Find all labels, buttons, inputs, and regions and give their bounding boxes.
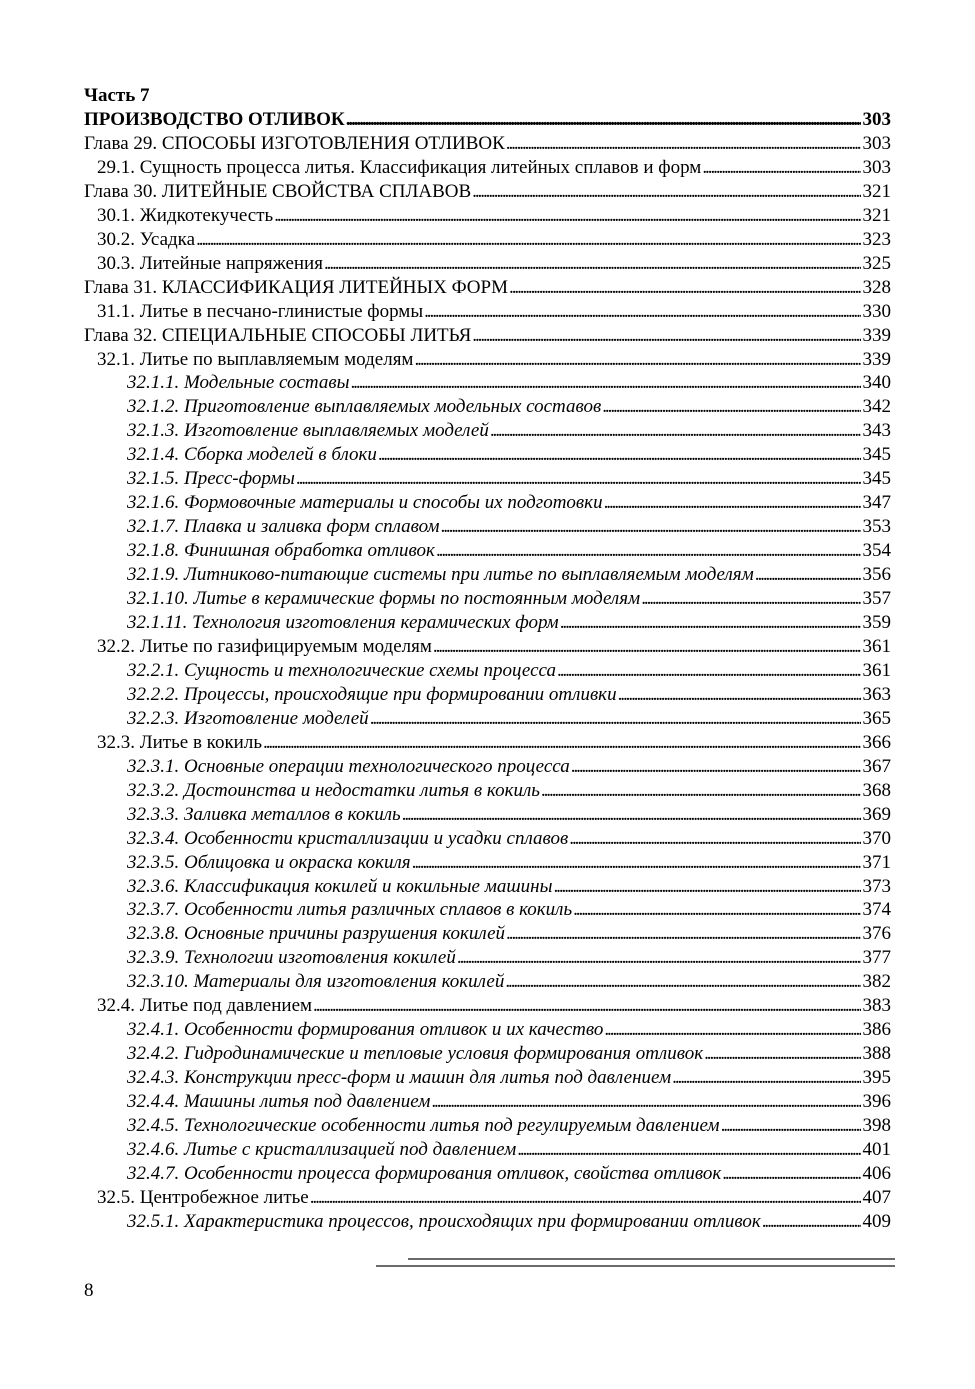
toc-entry-title: 32.4.6. Литье с кристаллизацией под давлением	[127, 1138, 517, 1160]
toc-leader-dots	[196, 228, 860, 252]
toc-entry-page: 401	[862, 1138, 891, 1160]
toc-leader-dots	[755, 563, 861, 587]
toc-leader-dots	[702, 156, 860, 180]
footer-rule-lower	[376, 1265, 895, 1267]
toc-entry-title: 32.1.8. Финишная обработка отливок	[127, 540, 435, 562]
toc-entry-page: 370	[862, 827, 891, 849]
toc-leader-dots	[472, 324, 860, 348]
toc-entry	[84, 1138, 891, 1162]
toc-entry	[84, 132, 891, 156]
toc-entry-page: 371	[862, 851, 891, 873]
toc-leader-dots	[618, 683, 861, 707]
toc-entry-title: 32.1.9. Литниково-питающие системы при литье по выплавляемым моделям	[127, 564, 754, 586]
toc-entry	[84, 539, 891, 563]
toc-entry-title: 30.2. Усадка	[97, 228, 196, 250]
toc-entry-title: 32.4.5. Технологические особенности литья под регулируемым давлением	[127, 1115, 720, 1137]
toc-leader-dots	[509, 276, 861, 300]
toc-entry-page: 342	[862, 396, 891, 418]
toc-entry-page: 366	[862, 731, 891, 753]
toc-entry	[84, 1042, 891, 1066]
toc-entry-title: Глава 31. КЛАССИФИКАЦИЯ ЛИТЕЙНЫХ ФОРМ	[84, 276, 508, 298]
toc-entry-page: 345	[862, 444, 891, 466]
toc-entry-title: 32.4.3. Конструкции пресс-форм и машин для литья под давлением	[127, 1067, 672, 1089]
toc-leader-dots	[412, 851, 861, 875]
toc-entry	[84, 252, 891, 276]
toc-entry	[84, 1210, 891, 1234]
toc-entry	[84, 635, 891, 659]
toc-entry-title: 30.3. Литейные напряжения	[97, 252, 323, 274]
toc-entry	[84, 707, 891, 731]
toc-entry-page: 365	[862, 707, 891, 729]
toc-leader-dots	[310, 1186, 861, 1210]
toc-entry-page: 407	[862, 1186, 891, 1208]
toc-entry	[84, 515, 891, 539]
toc-leader-dots	[424, 300, 860, 324]
toc-leader-dots	[641, 587, 860, 611]
toc-entry-title: 32.3.1. Основные операции технологического процесса	[127, 755, 570, 777]
toc-entry-page: 303	[862, 156, 891, 178]
toc-entry	[84, 970, 891, 994]
toc-leader-dots	[560, 611, 861, 635]
toc-leader-dots	[296, 467, 861, 491]
toc-entry	[84, 371, 891, 395]
toc-entry-title: 32.2.2. Процессы, происходящие при формировании отливки	[127, 683, 617, 705]
toc-entry-title: 32.1.6. Формовочные материалы и способы их подготовки	[127, 492, 603, 514]
toc-leader-dots	[721, 1114, 861, 1138]
toc-entry-title: 32.2. Литье по газифицируемым моделям	[97, 635, 432, 657]
toc-entry-title: 32.3.4. Особенности кристаллизации и усадки сплавов	[127, 827, 569, 849]
toc-entry-title: 32.1.2. Приготовление выплавляемых модельных составов	[127, 396, 602, 418]
toc-leader-dots	[402, 803, 861, 827]
toc-entry-page: 328	[862, 276, 891, 298]
toc-entry-page: 388	[862, 1043, 891, 1065]
toc-entry-title: 32.3.9. Технологии изготовления кокилей	[127, 947, 456, 969]
toc-entry-page: 363	[862, 683, 891, 705]
toc-entry	[84, 827, 891, 851]
toc-entry-page: 376	[862, 923, 891, 945]
toc-entry	[84, 1114, 891, 1138]
toc-leader-dots	[553, 875, 860, 899]
toc-leader-dots	[378, 443, 861, 467]
toc-entry-page: 340	[862, 372, 891, 394]
toc-entry-title: 32.3.6. Классификация кокилей и кокильные машины	[127, 875, 553, 897]
toc-entry	[84, 419, 891, 443]
toc-leader-dots	[602, 395, 860, 419]
toc-entry-title: Глава 29. СПОСОБЫ ИЗГОТОВЛЕНИЯ ОТЛИВОК	[84, 132, 505, 154]
toc-entry	[84, 1186, 891, 1210]
toc-entry-title: ПРОИЗВОДСТВО ОТЛИВОК	[84, 109, 345, 130]
footer-rule-upper	[408, 1258, 895, 1260]
toc-leader-dots	[263, 731, 861, 755]
toc-entry-page: 325	[862, 252, 891, 274]
toc-entry-title: 32.1. Литье по выплавляемым моделям	[97, 348, 414, 370]
toc-leader-dots	[505, 970, 860, 994]
toc-entry-title: 32.3.10. Материалы для изготовления кокилей	[127, 971, 505, 993]
toc-entry-title: 32.5.1. Характеристика процессов, происходящих при формировании отливок	[127, 1210, 761, 1232]
toc-entry-page: 398	[862, 1115, 891, 1137]
toc-leader-dots	[472, 180, 860, 204]
toc-entry	[84, 467, 891, 491]
toc-leader-dots	[541, 779, 861, 803]
toc-entry	[84, 875, 891, 899]
toc-entry	[84, 851, 891, 875]
toc-leader-dots	[436, 539, 861, 563]
toc-entry-title: 32.1.7. Плавка и заливка форм сплавом	[127, 516, 440, 538]
toc-entry-page: 383	[862, 995, 891, 1017]
toc-entry-page: 409	[862, 1210, 891, 1232]
toc-entry-page: 347	[862, 492, 891, 514]
toc-leader-dots	[517, 1138, 860, 1162]
toc-entry	[84, 491, 891, 515]
toc-entry-title: 32.1.11. Технология изготовления керамических форм	[127, 612, 559, 634]
toc-entry-page: 361	[862, 635, 891, 657]
toc-entry-page: 406	[862, 1162, 891, 1184]
toc-leader-dots	[604, 1018, 860, 1042]
toc-entry-page: 361	[862, 659, 891, 681]
toc-leader-dots	[571, 755, 861, 779]
toc-entry	[84, 204, 891, 228]
toc-entry-page: 353	[862, 516, 891, 538]
toc-entry-page: 369	[862, 803, 891, 825]
toc-entry-title: 32.1.10. Литье в керамические формы по постоянным моделям	[127, 588, 641, 610]
toc-leader-dots	[573, 898, 860, 922]
toc-leader-dots	[672, 1066, 860, 1090]
toc-leader-dots	[324, 252, 861, 276]
toc-leader-dots	[457, 946, 861, 970]
toc-entry-page: 386	[862, 1019, 891, 1041]
toc-entry-page: 339	[862, 348, 891, 370]
toc-entry	[84, 803, 891, 827]
toc-entry-page: 339	[862, 324, 891, 346]
toc-entry	[84, 180, 891, 204]
toc-entry-title: 32.1.5. Пресс-формы	[127, 468, 295, 490]
toc-entry-page: 368	[862, 779, 891, 801]
toc-entry-page: 321	[862, 204, 891, 226]
toc-entry	[84, 300, 891, 324]
toc-leader-dots	[704, 1042, 860, 1066]
toc-entry	[84, 443, 891, 467]
toc-leader-dots	[313, 994, 860, 1018]
toc-leader-dots	[370, 707, 861, 731]
toc-entry-title: 30.1. Жидкотекучесть	[97, 204, 274, 226]
toc-entry-page: 382	[862, 971, 891, 993]
toc-entry-title: 32.1.1. Модельные составы	[127, 372, 350, 394]
toc-entry-title: 32.4.2. Гидродинамические и тепловые условия формирования отливок	[127, 1043, 704, 1065]
toc-entry	[84, 1018, 891, 1042]
toc-entry-page: 343	[862, 420, 891, 442]
toc-entry	[84, 324, 891, 348]
toc-entry-title: 32.3.3. Заливка металлов в кокиль	[127, 803, 401, 825]
toc-leader-dots	[346, 108, 861, 132]
toc-entry	[84, 228, 891, 252]
toc-leader-dots	[433, 635, 861, 659]
toc-entry-page: 303	[862, 132, 891, 154]
toc-entry	[84, 1090, 891, 1114]
toc-entry-title: 32.3.7. Особенности литья различных сплавов в кокиль	[127, 899, 573, 921]
toc-entry-title: Глава 32. СПЕЦИАЛЬНЫЕ СПОСОБЫ ЛИТЬЯ	[84, 324, 472, 346]
toc-leader-dots	[414, 348, 860, 372]
toc-entry-page: 321	[862, 180, 891, 202]
toc-entry	[84, 779, 891, 803]
toc-leader-dots	[722, 1162, 860, 1186]
toc-leader-dots	[274, 204, 860, 228]
toc-leader-dots	[762, 1210, 861, 1234]
page-number: 8	[84, 1280, 94, 1301]
toc-entry-title: 32.3. Литье в кокиль	[97, 731, 262, 753]
toc-entry-title: 32.4. Литье под давлением	[97, 995, 313, 1017]
toc-leader-dots	[506, 132, 861, 156]
toc-entry-page: 374	[862, 899, 891, 921]
toc-leader-dots	[506, 922, 860, 946]
toc-entry	[84, 994, 891, 1018]
toc-entry-title: 32.1.4. Сборка моделей в блоки	[127, 444, 377, 466]
toc-entry-page: 354	[862, 540, 891, 562]
toc-entry-page: 395	[862, 1067, 891, 1089]
toc-entry-title: 32.5. Центробежное литье	[97, 1186, 309, 1208]
toc-entry-page: 359	[862, 612, 891, 634]
toc-entry-page: 396	[862, 1091, 891, 1113]
toc-entry-title: 32.2.1. Сущность и технологические схемы процесса	[127, 659, 556, 681]
toc-entry-page: 367	[862, 755, 891, 777]
toc-entry	[84, 731, 891, 755]
toc-entry	[84, 898, 891, 922]
toc-entry-title: Глава 30. ЛИТЕЙНЫЕ СВОЙСТВА СПЛАВОВ	[84, 180, 472, 202]
toc-entry	[84, 1162, 891, 1186]
toc-entry-title: 32.2.3. Изготовление моделей	[127, 707, 369, 729]
toc-leader-dots	[557, 659, 861, 683]
toc-entry-page: 377	[862, 947, 891, 969]
toc-entry	[84, 276, 891, 300]
toc-entry-page: 330	[862, 300, 891, 322]
toc-leader-dots	[431, 1090, 860, 1114]
toc-entry-title: 29.1. Сущность процесса литья. Классификация литейных сплавов и форм	[97, 156, 702, 178]
toc-entry-page: 323	[862, 228, 891, 250]
toc-entry-title: 32.4.4. Машины литья под давлением	[127, 1091, 431, 1113]
toc-entry	[84, 683, 891, 707]
toc-entry-page: 303	[862, 109, 891, 130]
toc-leader-dots	[350, 371, 860, 395]
toc-entry	[84, 108, 891, 132]
toc-leader-dots	[490, 419, 861, 443]
toc-entry	[84, 1066, 891, 1090]
toc-leader-dots	[441, 515, 861, 539]
toc-entry-title: 32.3.5. Облицовка и окраска кокиля	[127, 851, 411, 873]
toc-entry	[84, 156, 891, 180]
toc-entry-title: 32.4.1. Особенности формирования отливок и их качество	[127, 1019, 604, 1041]
part-label: Часть 7	[84, 85, 150, 106]
toc-entry-page: 356	[862, 564, 891, 586]
toc-entry-title: 31.1. Литье в песчано-глинистые формы	[97, 300, 424, 322]
toc-leader-dots	[569, 827, 860, 851]
toc-entry-page: 345	[862, 468, 891, 490]
toc-entry-title: 32.3.8. Основные причины разрушения кокилей	[127, 923, 506, 945]
toc-entry	[84, 922, 891, 946]
toc-entry	[84, 946, 891, 970]
toc-entry-title: 32.1.3. Изготовление выплавляемых моделей	[127, 420, 489, 442]
toc-entry-page: 357	[862, 588, 891, 610]
toc-entry	[84, 755, 891, 779]
toc-entry-page: 373	[862, 875, 891, 897]
toc-entry-title: 32.4.7. Особенности процесса формирования отливок, свойства отливок	[127, 1162, 722, 1184]
toc-entry-title: 32.3.2. Достоинства и недостатки литья в кокиль	[127, 779, 540, 801]
toc-entry	[84, 611, 891, 635]
toc-entry	[84, 563, 891, 587]
toc-entry	[84, 395, 891, 419]
toc-entry	[84, 659, 891, 683]
toc-entry	[84, 348, 891, 372]
toc-entry	[84, 587, 891, 611]
toc-leader-dots	[604, 491, 861, 515]
table-of-contents	[84, 108, 891, 1234]
